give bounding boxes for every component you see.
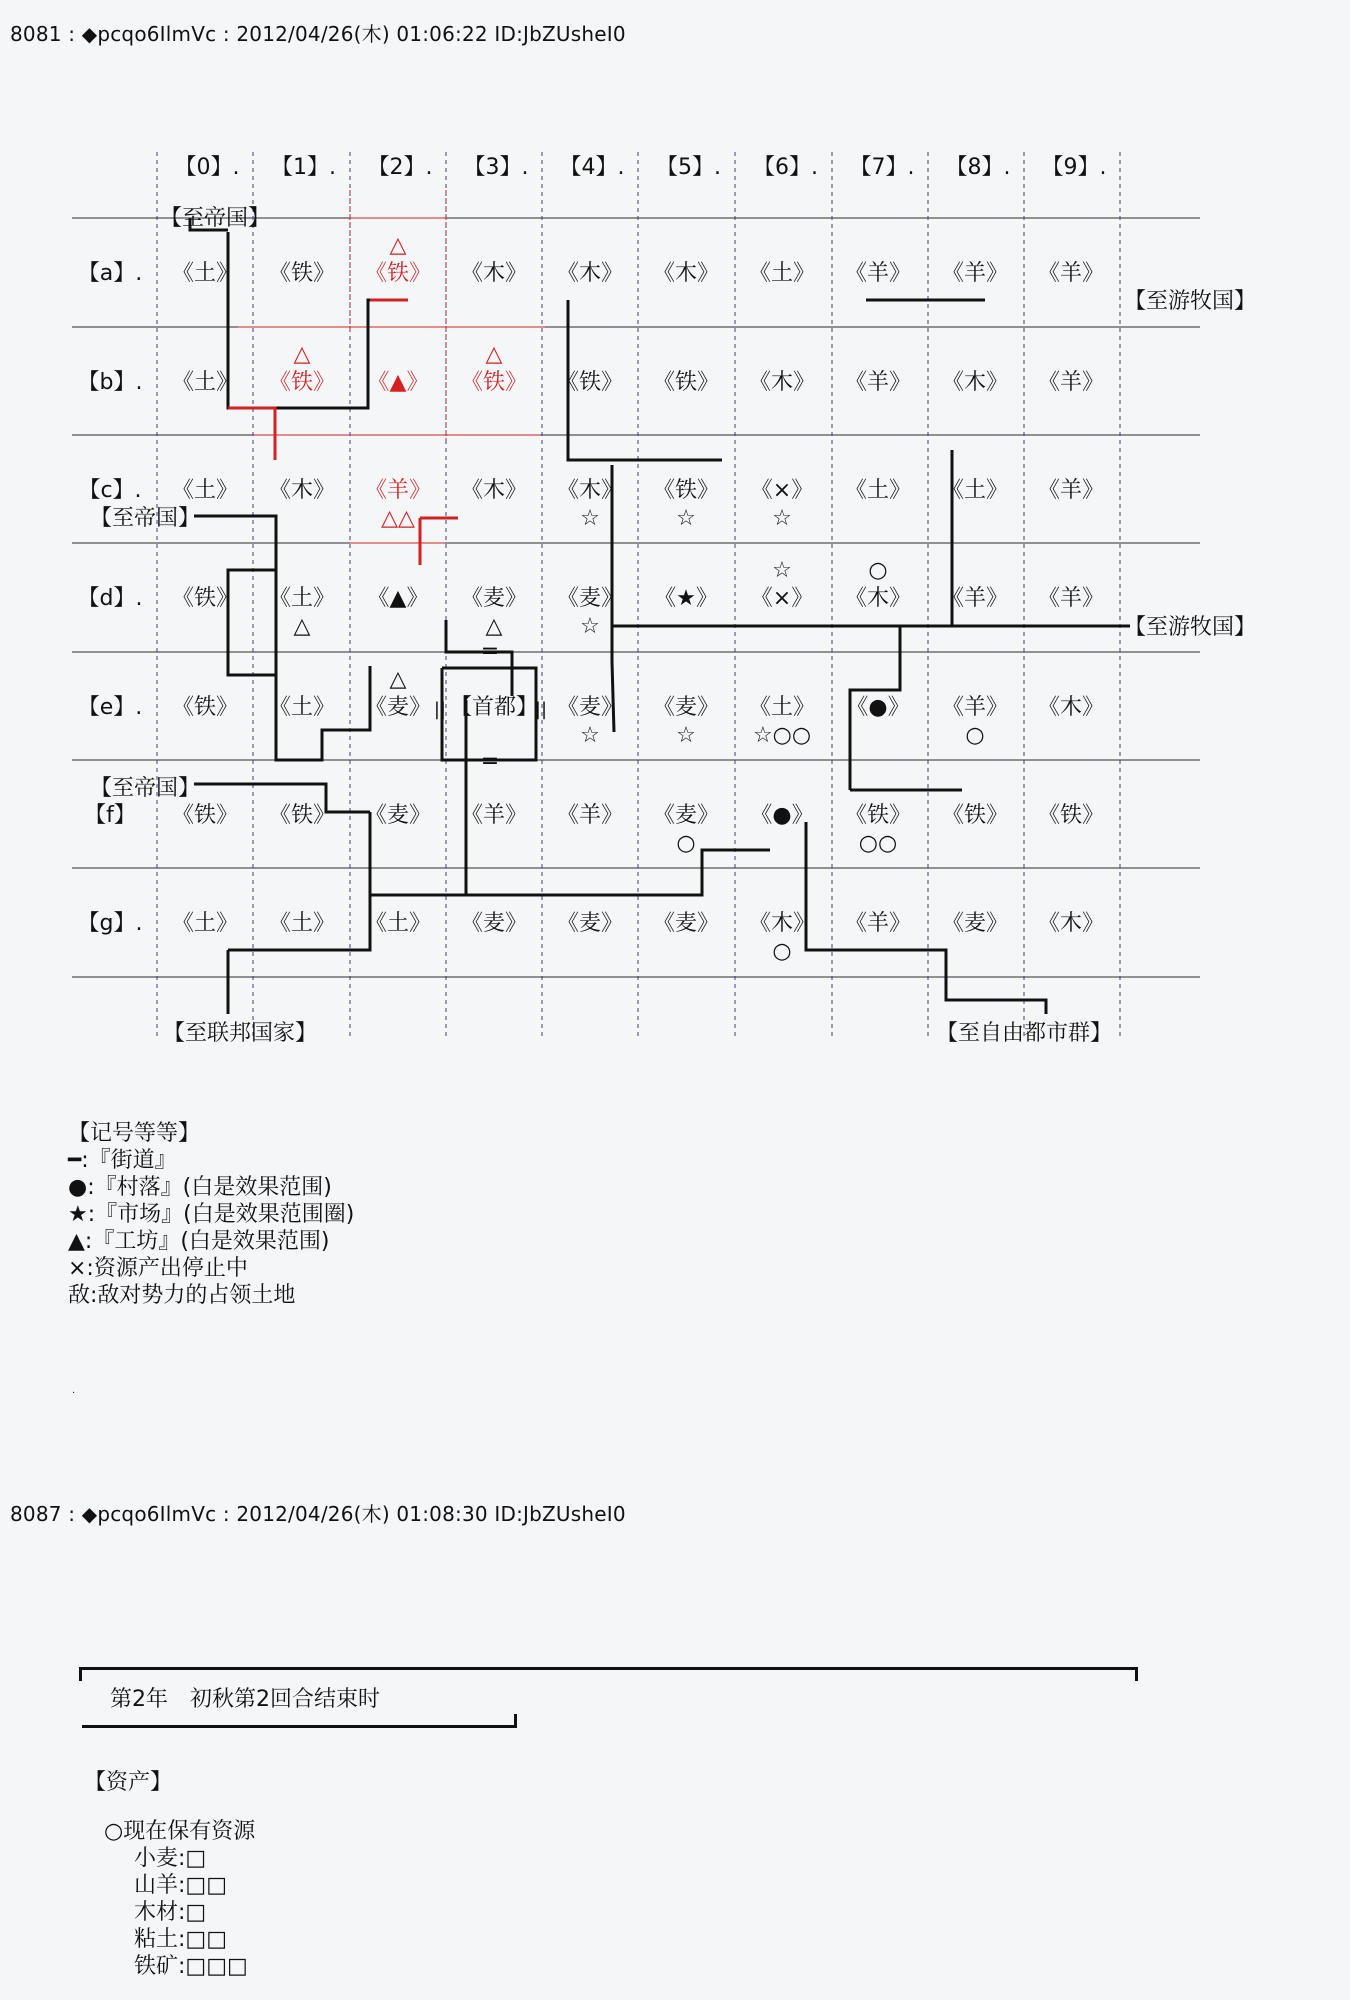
holding-wood: 木材:□ (134, 1900, 207, 1925)
legend-stopped: ×:资源产出停止中 (68, 1256, 248, 1281)
divider-line (514, 1667, 1138, 1670)
map-mark: ○ (965, 723, 985, 748)
holding-goat: 山羊:□□ (134, 1873, 227, 1898)
map-cell: 《羊》 (556, 803, 624, 828)
map-cell: 《土》 (268, 911, 336, 936)
row-header: 【f】 (84, 803, 136, 828)
map-cell: 《土》 (171, 478, 239, 503)
column-header: 【0】. (174, 155, 240, 180)
legend-road: ━:『街道』 (68, 1148, 177, 1173)
holding-clay: 粘土:□□ (134, 1927, 227, 1952)
map-cell: 《●》 (846, 695, 910, 720)
map-mark: △ (485, 614, 503, 639)
map-cell: 《铁》 (844, 803, 912, 828)
map-cell: 《铁》 (268, 261, 336, 286)
map-mark: △ (389, 667, 407, 692)
map-mark: ☆ (580, 723, 600, 748)
border-label: 【至帝国】 (159, 206, 271, 231)
map-cell: 《★》 (654, 586, 718, 611)
map-cell: 《麦》 (460, 911, 528, 936)
map-mark: △ (389, 233, 407, 258)
map-cell: 《羊》 (844, 261, 912, 286)
map-cell: 《羊》 (941, 261, 1009, 286)
map-cell: 《木》 (941, 370, 1009, 395)
map-cell: 《土》 (171, 261, 239, 286)
map-cell: 《木》 (1037, 695, 1105, 720)
row-header: 【c】. (78, 478, 142, 503)
capital-wall-mark: || (433, 699, 447, 720)
map-mark: ☆ (772, 506, 792, 531)
map-cell: 《麦》 (652, 695, 720, 720)
column-header: 【4】. (559, 155, 625, 180)
map-cell: 《木》 (460, 478, 528, 503)
legend-market: ★:『市场』(白是效果范围圈) (68, 1202, 355, 1227)
map-cell: 《土》 (268, 695, 336, 720)
map-mark: ○○ (858, 831, 898, 856)
map-cell: 《铁》 (171, 586, 239, 611)
map-cell: 《木》 (556, 478, 624, 503)
post-header: 8081 : ◆pcqo6IlmVc : 2012/04/26(木) 01:06:22 ID:JbZUsheI0 (10, 22, 626, 46)
road (228, 408, 275, 460)
map-cell: 《木》 (1037, 911, 1105, 936)
map-cell: 《土》 (941, 478, 1009, 503)
map-cell: 《铁》 (364, 261, 432, 286)
row-header: 【b】. (77, 370, 143, 395)
row-header: 【e】. (77, 695, 143, 720)
map-cell: 《铁》 (941, 803, 1009, 828)
column-header: 【3】. (463, 155, 529, 180)
map-cell: 《羊》 (941, 695, 1009, 720)
border-label: 【至自由都市群】 (935, 1021, 1113, 1046)
map-mark: ○ (676, 831, 696, 856)
holding-wheat: 小麦:□ (134, 1846, 207, 1871)
map-cell: 《铁》 (652, 478, 720, 503)
map-cell: 《铁》 (171, 803, 239, 828)
map-cell: 《土》 (171, 370, 239, 395)
map-cell: 《铁》 (556, 370, 624, 395)
border-label: 【至游牧国】 (1123, 615, 1257, 640)
legend-title: 【记号等等】 (68, 1121, 201, 1146)
map-cell: 《麦》 (652, 803, 720, 828)
map-cell: 《羊》 (1037, 586, 1105, 611)
map-mark: ☆ (772, 558, 792, 583)
map-cell: 《铁》 (268, 803, 336, 828)
map-cell: 《麦》 (364, 803, 432, 828)
column-header: 【7】. (849, 155, 915, 180)
map-cell: 《×》 (750, 478, 814, 503)
capital-wall-mark: || (534, 699, 548, 720)
column-header: 【2】. (367, 155, 433, 180)
turn-title: 第2年 初秋第2回合结束时 (110, 1687, 380, 1712)
row-header: 【a】. (77, 261, 143, 286)
holdings-title: ○现在保有资源 (104, 1819, 256, 1844)
column-header: 【9】. (1041, 155, 1107, 180)
map-cell: 《羊》 (1037, 370, 1105, 395)
map-mark: ☆ (676, 506, 696, 531)
border-label: 【至帝国】 (89, 506, 201, 531)
map-cell: 《▲》 (367, 370, 429, 395)
turn-box (82, 1667, 514, 1728)
road (806, 822, 1046, 1014)
border-label: 【至联邦国家】 (162, 1021, 318, 1046)
map-cell: 《羊》 (844, 370, 912, 395)
column-header: 【8】. (945, 155, 1011, 180)
stray-dot: . (72, 1385, 76, 1396)
column-header: 【6】. (753, 155, 818, 180)
road (194, 516, 276, 530)
map-mark: ☆○○ (752, 723, 812, 748)
map-cell: 《麦》 (941, 911, 1009, 936)
map-cell: 《羊》 (364, 478, 432, 503)
map-cell: 《铁》 (171, 695, 239, 720)
map-cell: 《木》 (460, 261, 528, 286)
map-cell: 《麦》 (364, 695, 432, 720)
map-mark: △ (485, 342, 503, 367)
map-cell: 《土》 (844, 478, 912, 503)
map-cell: 《▲》 (367, 586, 429, 611)
legend-village: ●:『村落』(白是效果范围) (68, 1175, 332, 1200)
legend-enemy: 敌:敌对势力的占领土地 (68, 1283, 296, 1308)
map-cell: 《羊》 (941, 586, 1009, 611)
row-header: 【g】. (77, 911, 143, 936)
border-label: 【至游牧国】 (1123, 289, 1257, 314)
holding-iron: 铁矿:□□□ (134, 1954, 248, 1979)
map-cell: 《木》 (652, 261, 720, 286)
map-cell: 《羊》 (1037, 261, 1105, 286)
map-cell: 《土》 (748, 261, 816, 286)
map-mark: ○ (772, 939, 792, 964)
row-header: 【d】. (77, 586, 143, 611)
map-mark: △ (293, 614, 311, 639)
column-header: 【1】. (271, 155, 336, 180)
column-header: 【5】. (656, 155, 721, 180)
map-cell: 《羊》 (1037, 478, 1105, 503)
map-mark: △△ (381, 506, 415, 531)
map-cell: 《土》 (364, 911, 432, 936)
map-mark: ○ (868, 558, 888, 583)
map-cell: 《×》 (750, 586, 814, 611)
road (276, 548, 370, 760)
legend-workshop: ▲:『工坊』(白是效果范围) (68, 1229, 330, 1254)
map-cell: 《木》 (556, 261, 624, 286)
capital-gate: = (480, 639, 500, 664)
legend (68, 1120, 354, 1309)
map-cell: 【首都】 (449, 695, 539, 720)
map-mark: ☆ (580, 614, 600, 639)
map-cell: 《土》 (748, 695, 816, 720)
capital-gate: = (480, 749, 500, 774)
map-cell: 《麦》 (652, 911, 720, 936)
map-cell: 《麦》 (460, 586, 528, 611)
map-cell: 《铁》 (1037, 803, 1105, 828)
assets-heading: 【资产】 (84, 1770, 173, 1795)
holdings (104, 1818, 255, 1980)
map-cell: 《铁》 (652, 370, 720, 395)
map-mark: ☆ (580, 506, 600, 531)
map-cell: 《麦》 (556, 695, 624, 720)
territory-map (0, 120, 1350, 1060)
map-cell: 《土》 (171, 911, 239, 936)
map-mark: △ (293, 342, 311, 367)
map-cell: 《铁》 (268, 370, 336, 395)
post-header: 8087 : ◆pcqo6IlmVc : 2012/04/26(木) 01:08:30 ID:JbZUsheI0 (10, 1502, 626, 1526)
map-cell: 《铁》 (460, 370, 528, 395)
map-cell: 《木》 (748, 911, 816, 936)
map-cell: 《土》 (268, 586, 336, 611)
map-cell: 《木》 (268, 478, 336, 503)
map-cell: 《木》 (748, 370, 816, 395)
map-cell: 《●》 (750, 803, 814, 828)
map-cell: 《羊》 (460, 803, 528, 828)
map-cell: 《麦》 (556, 911, 624, 936)
map-cell: 《羊》 (844, 911, 912, 936)
map-mark: ☆ (676, 723, 696, 748)
border-label: 【至帝国】 (89, 776, 201, 801)
map-cell: 《麦》 (556, 586, 624, 611)
map-cell: 《木》 (844, 586, 912, 611)
